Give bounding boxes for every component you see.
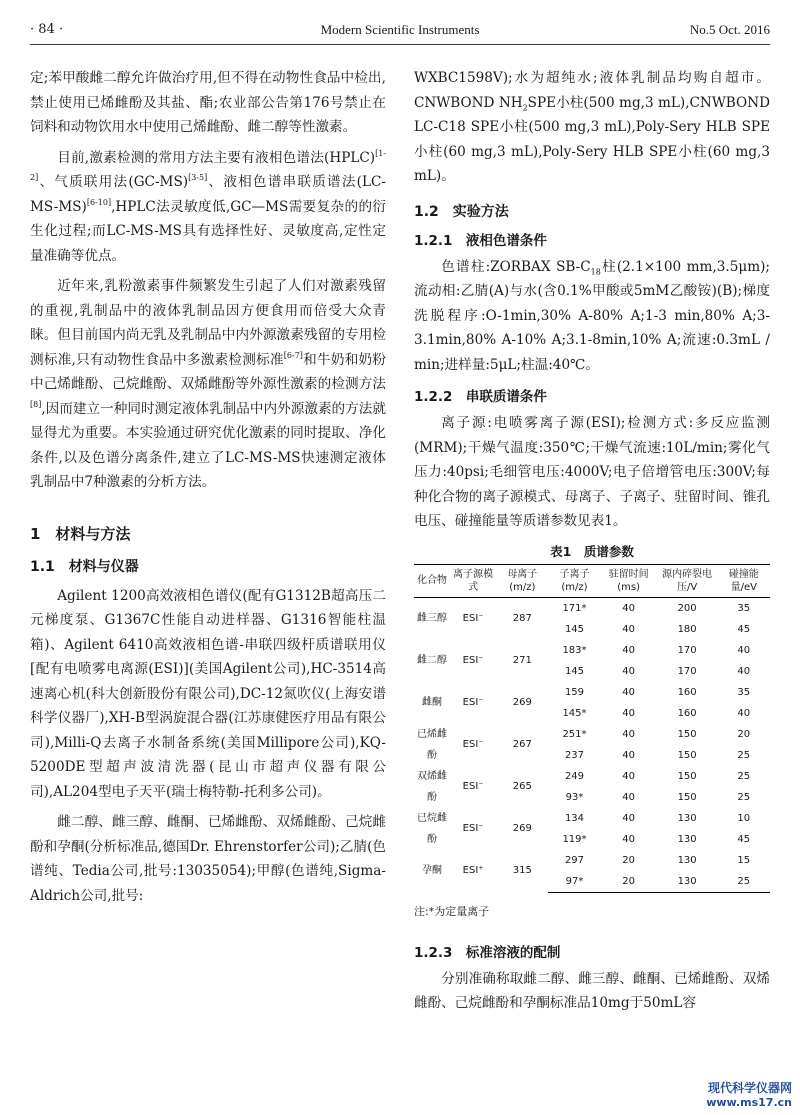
- table-header: 化合物: [414, 564, 450, 597]
- cell-ion-mode: ESI⁻: [462, 739, 484, 750]
- subsection-heading: 1.2 实验方法: [414, 203, 509, 220]
- cell-daughter-ion: 251*: [562, 728, 587, 740]
- paragraph-lc-conditions: 色谱柱:ZORBAX $SB-C_{18}$柱(2.1×100 mm,3.5μm);流动相:乙腈(A)与水(含0.1%甲酸或5mM乙酸铵)(B);梯度洗脱程序:O-1min,30% A-80% A;1-3 min,80% A;3-3.1min,80% A-10% A;3.1-8min,10% A;流速:0.3mL / min;进样量:5μL;柱温:40℃。: [414, 258, 770, 373]
- table-row: [414, 682, 770, 703]
- cell-ion-mode: ESI⁻: [462, 823, 484, 834]
- cell-fragmentor: 180: [677, 623, 697, 635]
- paragraph-continued: WXBC1598V);水为超纯水;液体乳制品均购自超市。CNWBOND $NH_2SPE$小柱(500 mg,3 mL),CNWBOND LC-C18 SPE小柱(500 mg,3 mL),Poly-Sery HLB SPE小柱(60 mg,3 mL),Poly-Sery HLB SPE小柱(60 mg,3 mL)。: [414, 70, 770, 184]
- cell-fragmentor: 130: [677, 833, 697, 845]
- subsection-heading: 1.1 材料与仪器: [30, 558, 139, 575]
- citation[interactable]: [8]: [30, 399, 42, 409]
- cell-daughter-ion: 171*: [562, 602, 587, 614]
- cell-dwell-time: 40: [622, 791, 635, 803]
- cell-collision-energy: 15: [737, 854, 751, 866]
- paragraph: 定;苯甲酸雌二醇允许做治疗用,但不得在动物性食品中检出,禁止使用已烯雌酚及其盐、酯;农业部公告第176号禁止在饲料和动物饮用水中使用己烯雌酚、雌二醇等性激素。: [30, 70, 386, 135]
- paragraph-background: 近年来,乳粉激素事件频繁发生引起了人们对激素残留的重视,乳制品中的液体乳制品因方便食用而倍受大众青睐。但目前国内尚无乳及乳制品中内外源激素残留的专用检测标准,只有动物性食品中多激素检测标准[6-7]和牛奶和奶粉中己烯雌酚、己烷雌酚、双烯雌酚等外源性激素的检测方法[8],因而建立一种同时测定液体乳制品中内外源激素的方法就显得尤为重要。本实验通过研究优化激素的同时提取、净化条件,以及色谱分离条件,建立了LC-MS-MS快速测定液体乳制品中7种激素的分析方法。: [30, 278, 386, 490]
- cell-collision-energy: 25: [737, 791, 751, 803]
- cell-collision-energy: 25: [737, 770, 751, 782]
- table-header: 碰撞能量/eV: [718, 564, 770, 597]
- cell-compound: 雌三醇: [417, 613, 447, 624]
- cell-fragmentor: 170: [677, 665, 697, 677]
- cell-ion-mode: ESI⁻: [462, 613, 484, 624]
- paragraph-ms-conditions: 离子源:电喷雾离子源(ESI);检测方式:多反应监测(MRM);干燥气温度:350℃;干燥气流速:10L/min;雾化气压力:40psi;毛细管电压:4000V;电子倍增管电压:300V;每种化合物的离子源模式、母离子、子离子、驻留时间、锥孔电压、碰撞能量等质谱参数见表1。: [414, 415, 770, 529]
- cell-parent-ion: 315: [512, 865, 532, 877]
- journal-name: Modern Scientific Instruments: [320, 22, 480, 37]
- cell-collision-energy: 35: [737, 602, 751, 614]
- cell-daughter-ion: 119*: [562, 833, 587, 845]
- cell-fragmentor: 130: [677, 854, 697, 866]
- cell-dwell-time: 20: [601, 871, 657, 893]
- cell-collision-energy: 45: [737, 623, 751, 635]
- cell-dwell-time: 40: [622, 770, 635, 782]
- cell-daughter-ion: 145: [564, 623, 585, 635]
- section-heading: 1 材料与方法: [30, 524, 131, 543]
- cell-daughter-ion: 145: [564, 665, 585, 677]
- cell-fragmentor: 160: [677, 707, 697, 719]
- citation[interactable]: [6-7]: [283, 350, 303, 360]
- cell-ion-mode: ESI⁺: [462, 865, 484, 877]
- issue-info: No.5 Oct. 2016: [689, 22, 770, 37]
- cell-collision-energy: 40: [737, 707, 751, 719]
- left-column: [30, 66, 386, 908]
- cell-collision-energy: 10: [737, 812, 751, 824]
- citation[interactable]: [6-10]: [86, 197, 112, 207]
- cell-daughter-ion: 93*: [565, 791, 584, 803]
- cell-dwell-time: 40: [622, 749, 635, 761]
- cell-collision-energy: 45: [737, 833, 751, 845]
- cell-ion-mode: ESI⁻: [462, 781, 484, 792]
- ms-parameter-table: [414, 564, 770, 893]
- cell-daughter-ion: 237: [564, 749, 585, 761]
- cell-parent-ion: 265: [512, 781, 532, 792]
- cell-collision-energy: 40: [737, 665, 751, 677]
- cell-collision-energy: 25: [718, 871, 770, 893]
- cell-parent-ion: 269: [512, 697, 532, 708]
- table-header: 子离子(m/z): [548, 564, 600, 597]
- cell-ion-mode: ESI⁻: [462, 697, 484, 708]
- cell-daughter-ion: 297: [564, 854, 585, 866]
- cell-daughter-ion: 249: [564, 770, 585, 782]
- table-note: 注:*为定量离子: [414, 904, 490, 918]
- citation[interactable]: [1-2]: [30, 148, 386, 182]
- paragraph-standard-solution: 分别准确称取雌二醇、雌三醇、雌酮、已烯雌酚、双烯雌酚、己烷雌酚和孕酮标准品10mg于50mL容: [414, 970, 770, 1011]
- cell-fragmentor: 150: [677, 791, 697, 803]
- cell-collision-energy: 40: [737, 644, 751, 656]
- cell-fragmentor: 130: [657, 871, 718, 893]
- cell-dwell-time: 40: [622, 728, 635, 740]
- cell-collision-energy: 35: [737, 686, 751, 698]
- cell-compound: 已烷雌酚: [417, 812, 447, 845]
- table-row: [414, 850, 770, 871]
- cell-fragmentor: 150: [677, 770, 697, 782]
- table-header: 驻留时间(ms): [601, 564, 657, 597]
- cell-collision-energy: 25: [737, 749, 751, 761]
- right-column: [414, 66, 770, 1016]
- cell-dwell-time: 40: [622, 602, 635, 614]
- cell-dwell-time: 20: [622, 854, 635, 866]
- cell-daughter-ion: 145*: [562, 707, 587, 719]
- paragraph-instruments: Agilent 1200高效液相色谱仪(配有G1312B超高压二元梯度泵、G1367C性能自动进样器、G1316智能柱温箱)、Agilent 6410高效液相色谱-串联四级杆质谱联用仪[配有电喷雾电离源(ESI)](美国Agilent公司),HC-3514高速离心机(科大创新股份有限公司),DC-12氮吹仪(上海安谱科学仪器厂),XH-B型涡旋混合器(江苏康健医疗用品有限公司),Milli-Q去离子水制备系统(美国Millipore公司),KQ-5200DE型超声波清洗器(昆山市超声仪器有限公司),AL204型电子天平(瑞士梅特勒-托利多公司)。: [30, 587, 386, 800]
- cell-compound: 雌酮: [422, 697, 442, 708]
- cell-fragmentor: 150: [677, 749, 697, 761]
- watermark-text: 现代科学仪器网: [707, 1081, 792, 1095]
- cell-parent-ion: 269: [512, 823, 532, 834]
- cell-fragmentor: 130: [677, 812, 697, 824]
- cell-dwell-time: 40: [622, 686, 635, 698]
- cell-compound: 双烯雌酚: [417, 770, 447, 803]
- cell-parent-ion: 271: [512, 655, 532, 666]
- table-row: [414, 640, 770, 661]
- table-row: [414, 808, 770, 829]
- cell-compound: 孕酮: [422, 865, 442, 877]
- site-watermark: [706, 1079, 792, 1109]
- table-row: [414, 597, 770, 619]
- cell-compound: 雌二醇: [417, 655, 447, 666]
- cell-collision-energy: 20: [737, 728, 751, 740]
- table-header: 母离子(m/z): [496, 564, 548, 597]
- paragraph-reagents: 雌二醇、雌三醇、雌酮、已烯雌酚、双烯雌酚、己烷雌酚和孕酮(分析标准品,德国Dr. Ehrenstorfer公司);乙腈(色谱纯、Tedia公司,批号:13035054);甲醇(色谱纯,Sigma-Aldrich公司,批号:: [30, 814, 386, 904]
- cell-daughter-ion: 134: [564, 812, 585, 824]
- cell-dwell-time: 40: [622, 623, 635, 635]
- cell-daughter-ion: 183*: [562, 644, 587, 656]
- table-caption: 表1 质谱参数: [550, 543, 634, 559]
- running-header: [30, 22, 770, 45]
- page-number: · 84 ·: [30, 22, 64, 37]
- table-header: 源内碎裂电压/V: [657, 564, 718, 597]
- table-header: 离子源模式: [450, 564, 496, 597]
- subsubsection-heading: 1.2.3 标准溶液的配制: [414, 944, 561, 961]
- cell-daughter-ion: 97*: [548, 871, 600, 893]
- cell-dwell-time: 40: [622, 707, 635, 719]
- cell-dwell-time: 40: [622, 665, 635, 677]
- cell-fragmentor: 150: [677, 728, 697, 740]
- citation[interactable]: [3-5]: [188, 173, 208, 182]
- subsubsection-heading: 1.2.1 液相色谱条件: [414, 232, 547, 249]
- cell-fragmentor: 160: [677, 686, 697, 698]
- watermark-url: www.ms17.cn: [706, 1096, 792, 1109]
- subsubsection-heading: 1.2.2 串联质谱条件: [414, 389, 547, 405]
- cell-dwell-time: 40: [622, 812, 635, 824]
- cell-fragmentor: 200: [677, 602, 697, 614]
- cell-parent-ion: 267: [512, 739, 532, 750]
- cell-daughter-ion: 159: [564, 686, 585, 698]
- cell-dwell-time: 40: [622, 833, 635, 845]
- cell-ion-mode: ESI⁻: [462, 655, 484, 666]
- cell-dwell-time: 40: [622, 644, 635, 656]
- cell-parent-ion: 287: [512, 613, 532, 624]
- cell-compound: 已烯雌酚: [417, 728, 447, 761]
- paragraph-methods-overview: 目前,激素检测的常用方法主要有液相色谱法(HPLC)[1-2]、气质联用法(GC-MS)[3-5]、液相色谱串联质谱法(LC-MS-MS)[6-10],HPLC法灵敏度低,GC—MS需要复杂的的衍生化过程;而LC-MS-MS具有选择性好、灵敏度高,定性定量准确等优点。: [30, 148, 386, 264]
- cell-fragmentor: 170: [677, 644, 697, 656]
- table-row: [414, 766, 770, 787]
- table-row: [414, 724, 770, 745]
